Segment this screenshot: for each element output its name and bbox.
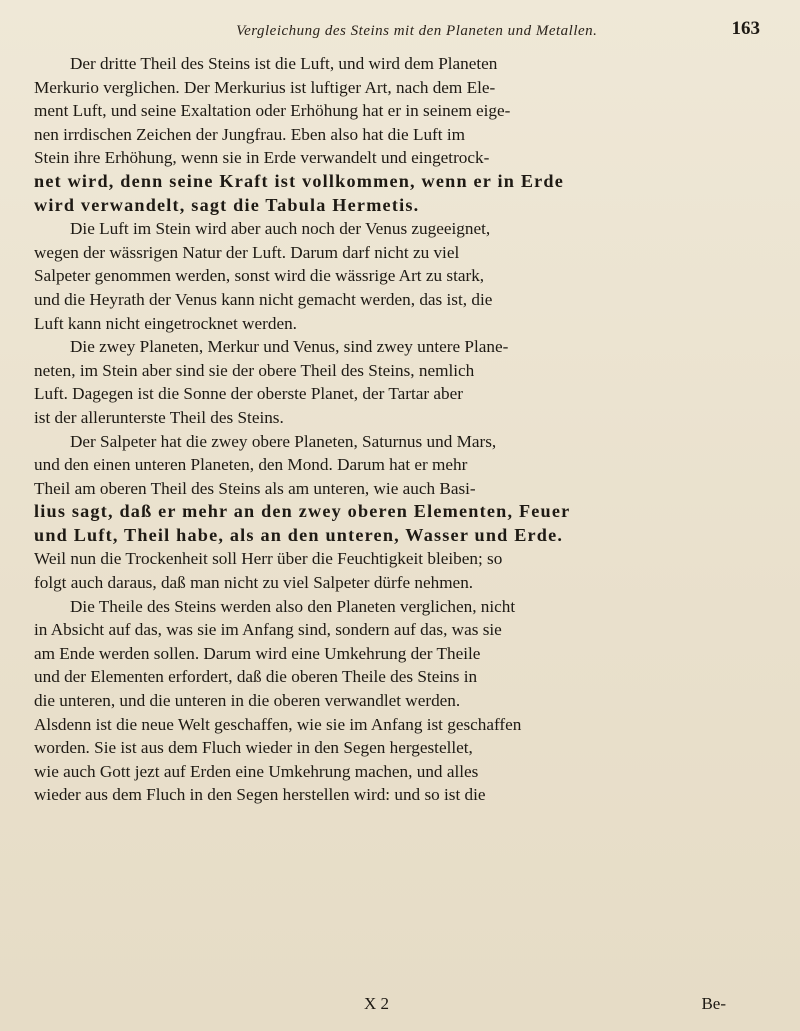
text-line: Theil am oberen Theil des Steins als am unteren, wie auch Basi-	[34, 478, 476, 498]
text-line: und die Heyrath der Venus kann nicht gemacht werden, das ist, die	[34, 289, 493, 309]
text-line: wegen der wässrigen Natur der Luft. Darum darf nicht zu viel	[34, 242, 460, 262]
text-line: Merkurio verglichen. Der Merkurius ist luftiger Art, nach dem Ele-	[34, 77, 496, 97]
signature-mark: X 2	[364, 994, 390, 1013]
text-line-emphasis: wird verwandelt, sagt die Tabula Hermetis.	[34, 194, 420, 215]
text-line: Stein ihre Erhöhung, wenn sie in Erde verwandelt und eingetrock-	[34, 148, 490, 168]
text-line: die unteren, und die unteren in die oberen verwandlet werden.	[34, 691, 461, 711]
text-line: Der Salpeter hat die zwey obere Planeten, Saturnus und Mars,	[70, 431, 497, 451]
text-line: am Ende werden sollen. Darum wird eine Umkehrung der Theile	[34, 643, 481, 663]
text-line: Weil nun die Trockenheit soll Herr über die Feuchtigkeit bleiben; so	[34, 549, 503, 569]
text-line: Die zwey Planeten, Merkur und Venus, sind zwey untere Plane-	[70, 337, 509, 357]
text-line-emphasis: lius sagt, daß er mehr an den zwey oberen Elementen, Feuer	[34, 501, 571, 522]
text-line: ment Luft, und seine Exaltation oder Erhöhung hat er in seinem eige-	[34, 101, 511, 121]
text-line: und der Elementen erfordert, daß die oberen Theile des Steins in	[34, 667, 478, 687]
page-number: 163	[731, 18, 760, 39]
page-footer	[34, 994, 734, 1020]
text-line: Luft. Dagegen ist die Sonne der oberste Planet, der Tartar aber	[34, 384, 463, 404]
running-head: Vergleichung des Steins mit den Planeten und Metallen.	[236, 23, 598, 39]
text-line: Salpeter genommen werden, sonst wird die wässrige Art zu stark,	[34, 266, 485, 286]
text-line: in Absicht auf das, was sie im Anfang sind, sondern auf das, was sie	[34, 620, 502, 640]
body-text	[34, 52, 774, 807]
text-line: Alsdenn ist die neue Welt geschaffen, wie sie im Anfang ist geschaffen	[34, 714, 522, 734]
text-line: Luft kann nicht eingetrocknet werden.	[34, 313, 297, 333]
text-line: Der dritte Theil des Steins ist die Luft, und wird dem Planeten	[70, 54, 498, 73]
catchword: Be-	[701, 994, 726, 1013]
text-line: folgt auch daraus, daß man nicht zu viel Salpeter dürfe nehmen.	[34, 573, 474, 593]
text-line-emphasis: und Luft, Theil habe, als an den unteren, Wasser und Erde.	[34, 524, 564, 545]
text-line: worden. Sie ist aus dem Fluch wieder in den Segen hergestellet,	[34, 738, 473, 758]
text-line: Die Theile des Steins werden also den Planeten verglichen, nicht	[70, 596, 516, 616]
text-line: ist der allerunterste Theil des Steins.	[34, 407, 284, 427]
text-line: wie auch Gott jezt auf Erden eine Umkehrung machen, und alles	[34, 761, 479, 781]
text-line: wieder aus dem Fluch in den Segen herstellen wird: und so ist die	[34, 785, 486, 805]
text-line: und den einen unteren Planeten, den Mond. Darum hat er mehr	[34, 455, 468, 475]
text-line-emphasis: net wird, denn seine Kraft ist vollkommen, wenn er in Erde	[34, 170, 565, 191]
text-line: neten, im Stein aber sind sie der obere Theil des Steins, nemlich	[34, 360, 475, 380]
text-line: nen irrdischen Zeichen der Jungfrau. Eben also hat die Luft im	[34, 124, 465, 144]
text-line: Die Luft im Stein wird aber auch noch der Venus zugeeignet,	[70, 219, 491, 239]
page-header	[120, 6, 760, 40]
